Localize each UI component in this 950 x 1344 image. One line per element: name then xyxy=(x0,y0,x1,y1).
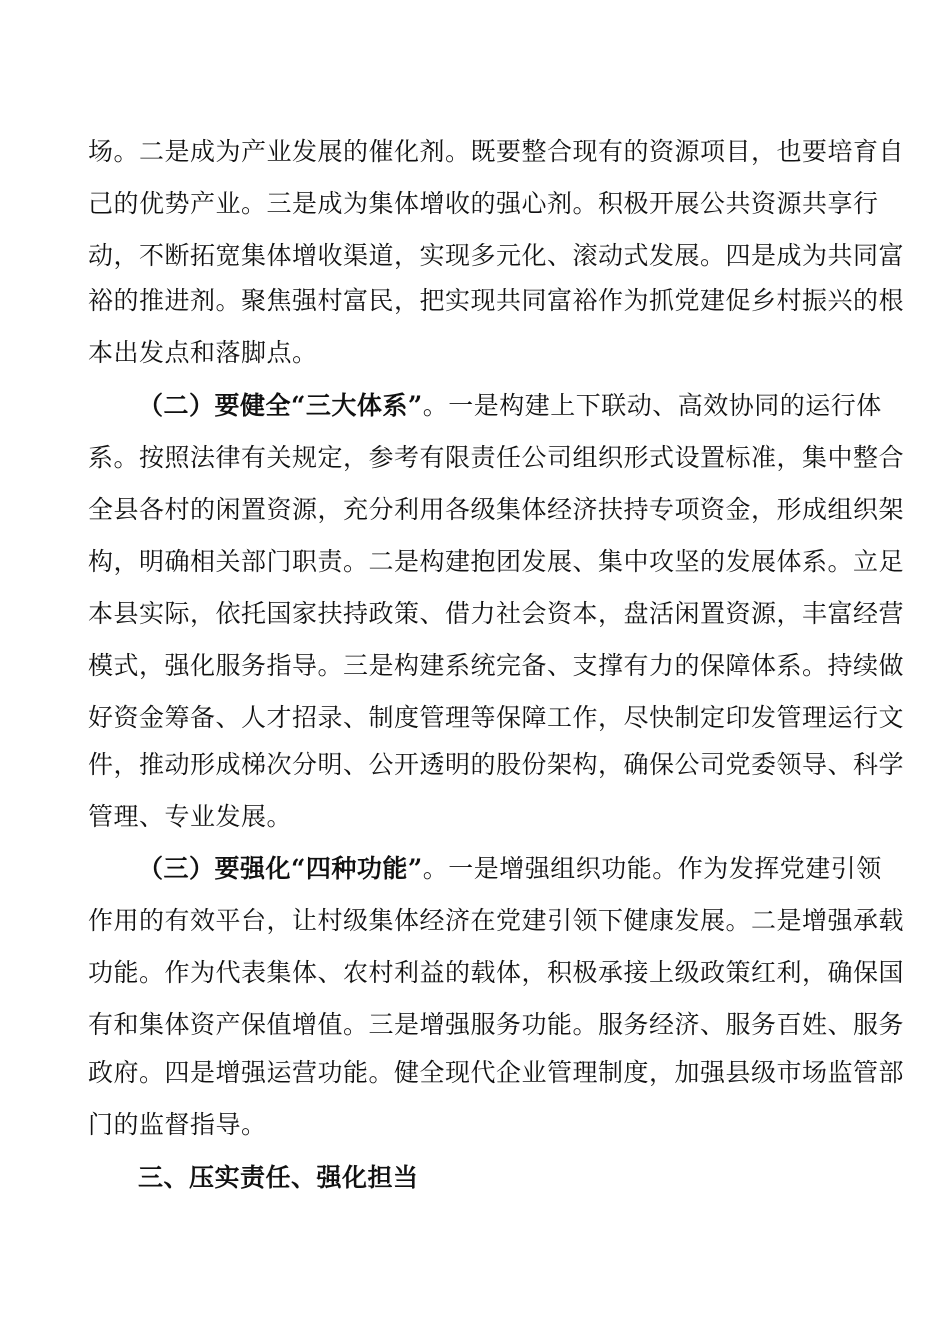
paragraph-first-line xyxy=(138,853,918,885)
paragraph-line: 本县实际，依托国家扶持政策、借力社会资本，盘活闲置资源，丰富经营 xyxy=(88,599,905,628)
paragraph-line: 好资金筹备、人才招录、制度管理等保障工作，尽快制定印发管理运行文 xyxy=(88,703,905,732)
paragraph-line: 系。按照法律有关规定，参考有限责任公司组织形式设置标准，集中整合 xyxy=(88,443,905,472)
paragraph-text: 。一是增强组织功能。作为发挥党建引领 xyxy=(422,854,882,883)
paragraph-line: 己的优势产业。三是成为集体增收的强心剂。积极开展公共资源共享行 xyxy=(88,189,879,218)
paragraph-line: 裕的推进剂。聚焦强村富民，把实现共同富裕作为抓党建促乡村振兴的根 xyxy=(88,286,905,315)
paragraph-line: 本出发点和落脚点。 xyxy=(88,338,318,367)
paragraph-line: 构，明确相关部门职责。二是构建抱团发展、集中攻坚的发展体系。立足 xyxy=(88,547,905,576)
subheading-three-systems: （二）要健全“三大体系” xyxy=(138,391,423,420)
paragraph-line: 场。二是成为产业发展的催化剂。既要整合现有的资源项目，也要培育自 xyxy=(88,137,905,166)
paragraph-text: 。一是构建上下联动、高效协同的运行体 xyxy=(422,391,882,420)
paragraph-line: 作用的有效平台，让村级集体经济在党建引领下健康发展。二是增强承载 xyxy=(88,906,905,935)
paragraph-line: 有和集体资产保值增值。三是增强服务功能。服务经济、服务百姓、服务 xyxy=(88,1010,905,1039)
paragraph-line: 全县各村的闲置资源，充分利用各级集体经济扶持专项资金，形成组织架 xyxy=(88,495,905,524)
paragraph-line: 功能。作为代表集体、农村利益的载体，积极承接上级政策红利，确保国 xyxy=(88,958,905,987)
paragraph-first-line xyxy=(138,390,918,422)
paragraph-line: 动，不断拓宽集体增收渠道，实现多元化、滚动式发展。四是成为共同富 xyxy=(88,241,905,270)
paragraph-line: 模式，强化服务指导。三是构建系统完备、支撑有力的保障体系。持续做 xyxy=(88,651,905,680)
subheading-four-functions: （三）要强化“四种功能” xyxy=(138,854,423,883)
paragraph-line: 件，推动形成梯次分明、公开透明的股份架构，确保公司党委领导、科学 xyxy=(88,750,905,779)
paragraph-line: 管理、专业发展。 xyxy=(88,802,293,831)
paragraph-line: 政府。四是增强运营功能。健全现代企业管理制度，加强县级市场监管部 xyxy=(88,1058,905,1087)
section-heading: 三、压实责任、强化担当 xyxy=(138,1163,419,1192)
paragraph-line: 门的监督指导。 xyxy=(88,1110,267,1139)
